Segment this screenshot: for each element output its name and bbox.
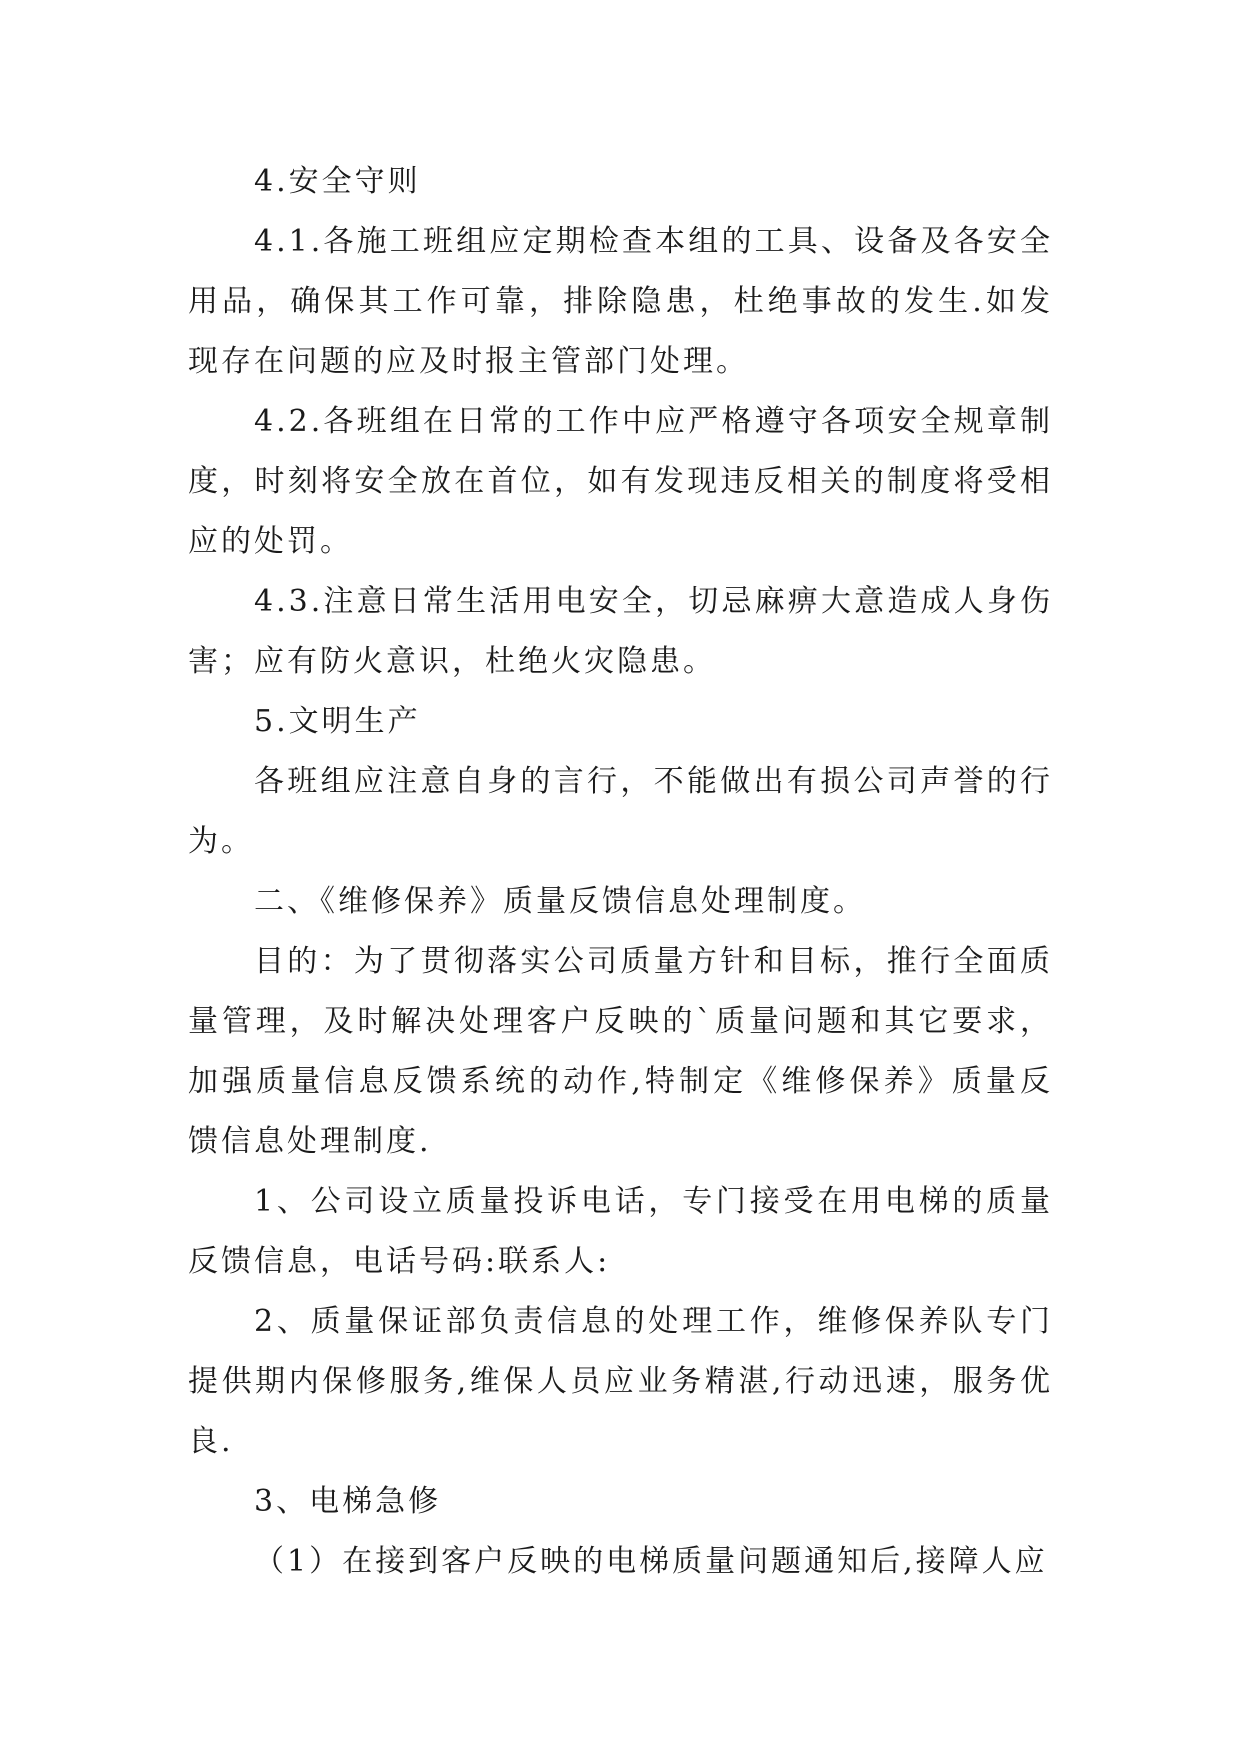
section-heading-civilized-production: 5.文明生产 (254, 704, 421, 739)
paragraph-emergency-repair-1: （1）在接到客户反映的电梯质量问题通知后,接障人应 (254, 1544, 1048, 1579)
paragraph-4-3: 4.3.注意日常生活用电安全，切忌麻痹大意造成人身伤害；应有防火意识，杜绝火灾隐患。 (188, 584, 1053, 679)
section-heading-quality-feedback: 二、《维修保养》质量反馈信息处理制度。 (254, 884, 866, 919)
paragraph-item-2: 2、质量保证部负责信息的处理工作，维修保养队专门提供期内保修服务,维保人员应业务精湛,行动迅速，服务优良. (188, 1304, 1053, 1459)
document-body (188, 152, 1053, 1592)
paragraph-4-1: 4.1.各施工班组应定期检查本组的工具、设备及各安全用品，确保其工作可靠，排除隐患，杜绝事故的发生.如发现存在问题的应及时报主管部门处理。 (188, 224, 1053, 379)
section-heading-emergency-repair: 3、电梯急修 (254, 1484, 442, 1519)
paragraph-4-2: 4.2.各班组在日常的工作中应严格遵守各项安全规章制度，时刻将安全放在首位，如有发现违反相关的制度将受相应的处罚。 (188, 404, 1053, 559)
paragraph-civilized-production: 各班组应注意自身的言行，不能做出有损公司声誉的行为。 (188, 764, 1053, 859)
paragraph-purpose: 目的：为了贯彻落实公司质量方针和目标，推行全面质量管理，及时解决处理客户反映的`质量问题和其它要求，加强质量信息反馈系统的动作,特制定《维修保养》质量反馈信息处理制度. (188, 944, 1053, 1159)
section-heading-safety-rules: 4.安全守则 (254, 164, 421, 199)
paragraph-item-1: 1、公司设立质量投诉电话，专门接受在用电梯的质量反馈信息，电话号码:联系人: (188, 1184, 1053, 1279)
